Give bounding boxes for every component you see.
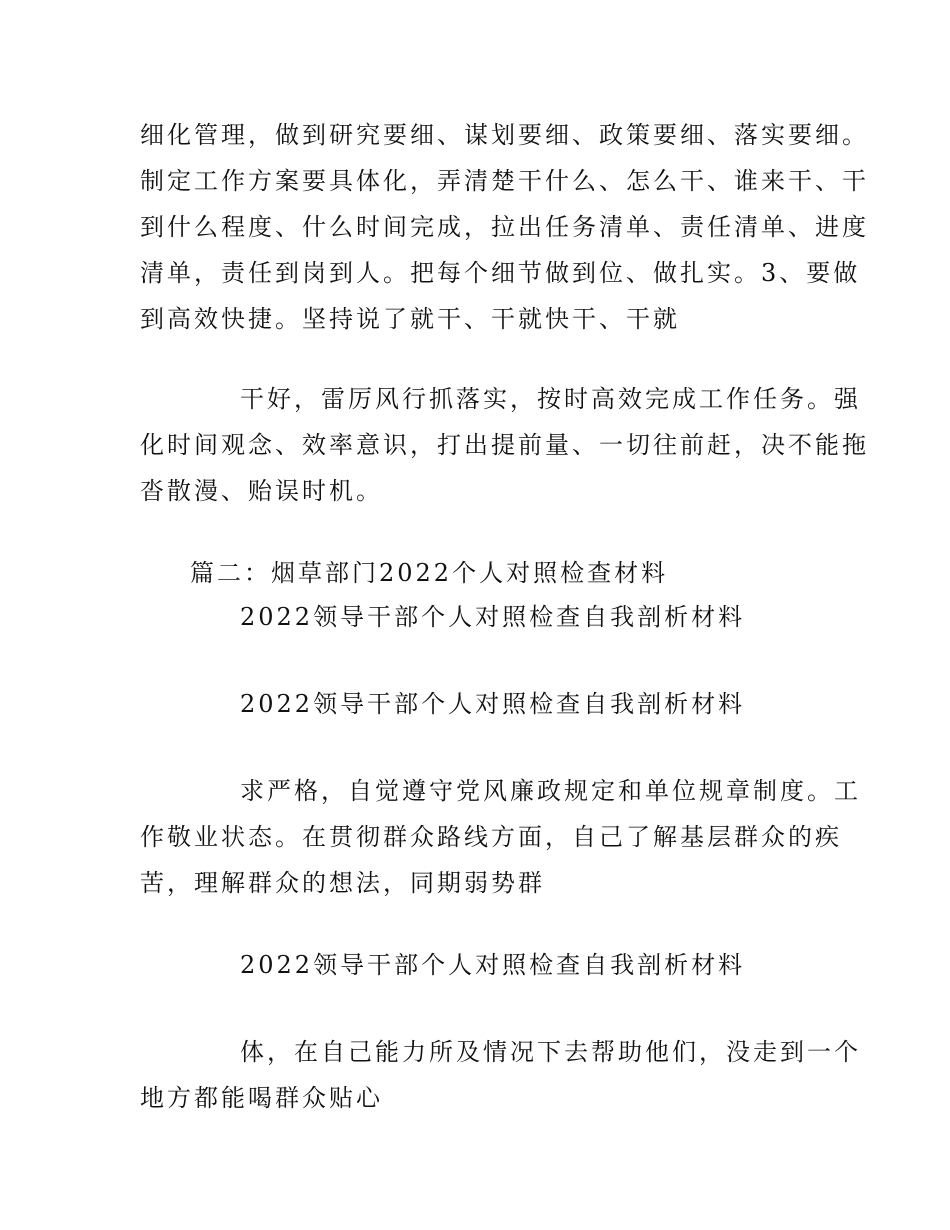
paragraph-line: 地方都能喝群众贴心 bbox=[140, 1084, 383, 1112]
document-subtitle: 2022领导干部个人对照检查自我剖析材料 bbox=[240, 690, 746, 718]
paragraph-line: 清单，责任到岗到人。把每个细节做到位、做扎实。3、要做 bbox=[140, 259, 861, 287]
paragraph-line: 制定工作方案要具体化，弄清楚干什么、怎么干、谁来干、干 bbox=[140, 167, 869, 195]
paragraph-line: 细化管理，做到研究要细、谋划要细、政策要细、落实要细。 bbox=[140, 121, 869, 149]
paragraph-2 bbox=[140, 376, 869, 514]
paragraph-4 bbox=[140, 1029, 861, 1121]
paragraph-line: 沓散漫、贻误时机。 bbox=[140, 477, 383, 505]
document-subtitle: 2022领导干部个人对照检查自我剖析材料 bbox=[240, 951, 746, 979]
paragraph-line: 体，在自己能力所及情况下去帮助他们，没走到一个 bbox=[240, 1038, 861, 1066]
paragraph-line: 苦，理解群众的想法，同期弱势群 bbox=[140, 869, 545, 897]
paragraph-line: 作敬业状态。在贯彻群众路线方面，自己了解基层群众的疾 bbox=[140, 823, 842, 851]
paragraph-line: 化时间观念、效率意识，打出提前量、一切往前赶，决不能拖 bbox=[140, 431, 869, 459]
paragraph-line: 到什么程度、什么时间完成，拉出任务清单、责任清单、进度 bbox=[140, 213, 869, 241]
paragraph-line: 干好，雷厉风行抓落实，按时高效完成工作任务。强 bbox=[240, 385, 861, 413]
paragraph-1 bbox=[140, 112, 869, 342]
paragraph-line: 到高效快捷。坚持说了就干、干就快干、干就 bbox=[140, 305, 680, 333]
section-heading: 篇二：烟草部门2022个人对照检查材料 bbox=[190, 559, 669, 587]
paragraph-3 bbox=[140, 768, 861, 906]
document-subtitle: 2022领导干部个人对照检查自我剖析材料 bbox=[240, 603, 746, 631]
paragraph-line: 求严格，自觉遵守党风廉政规定和单位规章制度。工 bbox=[240, 777, 861, 805]
